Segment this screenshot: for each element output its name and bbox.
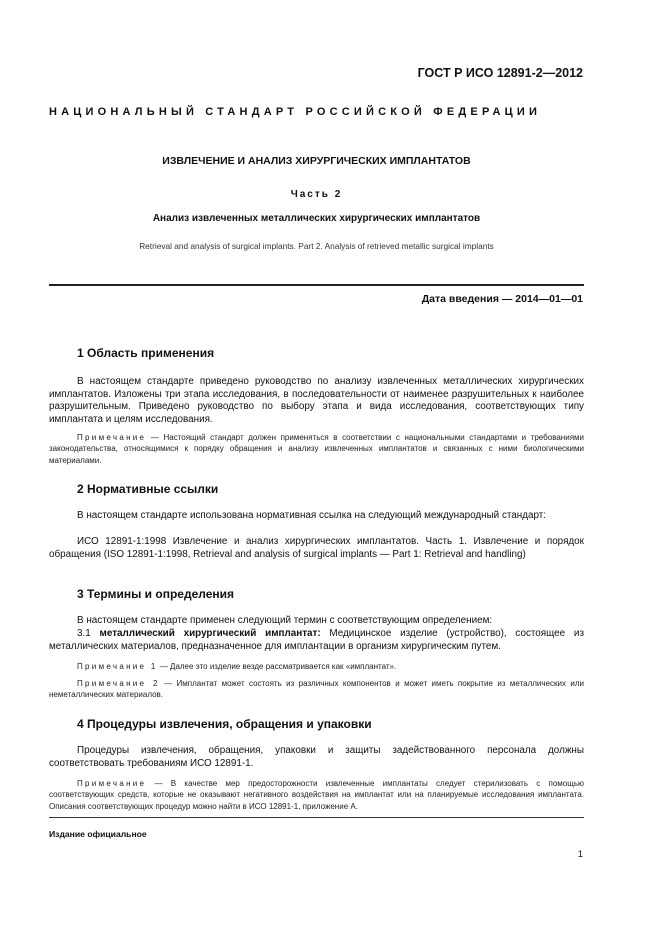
- part-label: Часть 2: [290, 189, 343, 200]
- section-3-note-1: [49, 661, 584, 672]
- term-text: Медицинское изделие (устройство), состоящее из металлических материалов, предназначенное для имплантации в организм хирургическим путем.: [49, 628, 584, 652]
- edition-label: Издание официальное: [49, 829, 147, 839]
- section-1-paragraph: В настоящем стандарте приведено руководство по анализу извлеченных металлических хирургических имплантатов. Изложены три этапа исследования, в последовательности от наименее разрушительных к наиболее разрушительным. Приведено руководство по выбору этапа и вида исследования, соответствующих типу имплантата и целям исследования.: [49, 376, 584, 425]
- section-3-heading: 3 Термины и определения: [77, 587, 235, 601]
- term-number: 3.1: [77, 628, 100, 639]
- section-1-note: [49, 432, 584, 466]
- english-title: Retrieval and analysis of surgical implants. Part 2. Analysis of retrieved metallic surgical implants: [139, 241, 494, 251]
- footer-divider: [49, 817, 584, 818]
- section-2-reference: ИСО 12891-1:1998 Извлечение и анализ хирургических имплантатов. Часть 1. Извлечение и порядок обращения (ISO 12891-1:1998, Retrieval and analysis of surgical implants — Part 1: Retrieval and handling): [49, 536, 584, 560]
- section-3-note-2: [49, 678, 584, 701]
- section-2-heading: 2 Нормативные ссылки: [77, 482, 219, 496]
- header-divider: [49, 284, 584, 286]
- note-text: — Имплантат может состоять из различных компонентов и может иметь покрытие из металлических или неметаллических материалов.: [49, 679, 584, 700]
- note-label: Примечание 1: [77, 662, 158, 671]
- note-label: Примечание 2: [77, 679, 160, 688]
- term-name: металлический хирургический имплантат:: [99, 628, 321, 639]
- note-text: — В качестве мер предосторожности извлеченные имплантаты следует стерилизовать с помощью соответствующих средств, которые не оказывают негативного воздействия на имплантат или на планируемые исследования имплантата. Описания соответствующих процедур можно найти в ИСО 12891-1, приложение А.: [49, 779, 584, 811]
- term-definition: [49, 628, 584, 653]
- introduction-date: Дата введения — 2014—01—01: [421, 293, 583, 305]
- section-4-paragraph: Процедуры извлечения, обращения, упаковки и защиты задействованного персонала должны соответствовать требованиям ИСО 12891-1.: [49, 745, 584, 769]
- note-text: — Далее это изделие везде рассматривается как «имплантат».: [157, 662, 397, 671]
- section-3-paragraph: В настоящем стандарте применен следующий термин с соответствующим определением:: [77, 615, 493, 626]
- note-text: — Настоящий стандарт должен применяться в соответствии с национальными стандартами и требованиями законодательства, относящимися к порядку обращения и анализу извлеченных имплантатов и связанных с ними биологическими материалами.: [49, 433, 584, 465]
- page-number: 1: [577, 849, 583, 860]
- section-1-heading: 1 Область применения: [77, 346, 215, 360]
- standard-code: ГОСТ Р ИСО 12891-2—2012: [417, 66, 583, 80]
- national-standard-banner: НАЦИОНАЛЬНЫЙ СТАНДАРТ РОССИЙСКОЙ ФЕДЕРАЦИИ: [49, 106, 542, 118]
- section-4-note: [49, 778, 584, 812]
- section-2-paragraph-1: В настоящем стандарте использована нормативная ссылка на следующий международный стандарт:: [77, 510, 547, 521]
- document-title: ИЗВЛЕЧЕНИЕ И АНАЛИЗ ХИРУРГИЧЕСКИХ ИМПЛАНТАТОВ: [162, 155, 471, 167]
- section-4-heading: 4 Процедуры извлечения, обращения и упаковки: [77, 717, 372, 731]
- note-label: Примечание: [77, 779, 147, 788]
- note-label: Примечание: [77, 433, 147, 442]
- document-subtitle: Анализ извлеченных металлических хирургических имплантатов: [152, 213, 481, 224]
